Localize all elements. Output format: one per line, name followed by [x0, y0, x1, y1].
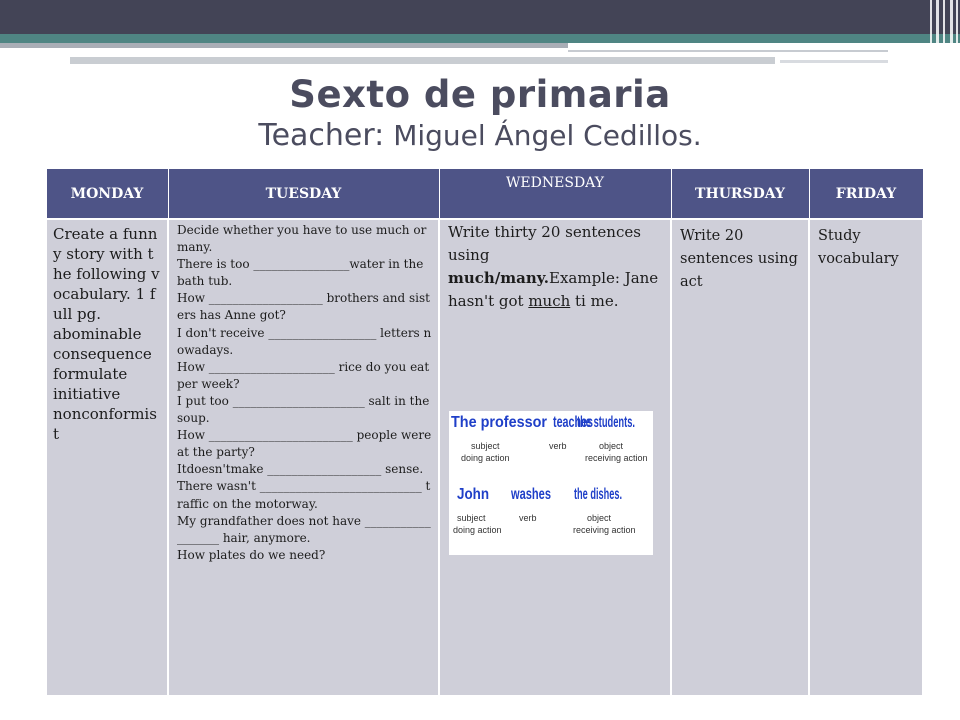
grey-rule — [70, 57, 775, 64]
wednesday-text-2: Example: Jane hasn't got — [448, 269, 659, 310]
teacher-label: Teacher: — [258, 118, 385, 153]
thin-rule — [568, 50, 888, 52]
header-friday: FRIDAY — [809, 169, 923, 220]
diagram-row1-object-note2: receiving action — [585, 453, 648, 463]
wednesday-text-bold: much/many. — [448, 269, 550, 287]
monday-text: Create a funny story with the following vocabulary. 1 full pg. abominable consequence formulate initiative nonconformist — [53, 225, 160, 443]
diagram-row1-subject-note1: subject — [471, 441, 500, 451]
diagram-row2-subject-note2: doing action — [453, 525, 502, 535]
grammar-diagram-svg — [449, 411, 653, 555]
diagram-row1-subject: The professor — [451, 414, 547, 431]
diagram-row2-object-note1: object — [587, 513, 612, 523]
top-banner — [0, 0, 960, 34]
page-title: Sexto de primaria — [289, 73, 671, 116]
diagram-row2-subject: John — [457, 486, 489, 503]
teacher-name: Miguel Ángel Cedillos. — [384, 119, 702, 152]
diagram-row2-object: the dishes. — [574, 486, 622, 503]
cell-monday — [46, 219, 168, 696]
teal-stripe — [0, 34, 960, 43]
wednesday-text-underline: much — [528, 292, 571, 310]
diagram-row1-verb: teaches — [553, 414, 594, 431]
grey-stripe — [0, 43, 568, 48]
header-wednesday: WEDNESDAY — [439, 169, 671, 220]
wednesday-text-1: Write thirty 20 sentences using — [448, 223, 641, 264]
header-thursday: THURSDAY — [671, 169, 809, 220]
diagram-row2-subject-note1: subject — [457, 513, 486, 523]
diagram-row2-verb: washes — [510, 486, 552, 503]
cell-thursday: Write 20 sentences using act — [671, 219, 809, 696]
cell-friday: Study vocabulary — [809, 219, 923, 696]
decorative-vertical-lines — [924, 0, 960, 62]
header-monday: MONDAY — [46, 169, 168, 220]
diagram-row2-object-note2: receiving action — [573, 525, 636, 535]
header-tuesday: TUESDAY — [168, 169, 439, 220]
cell-tuesday: Decide whether you have to use much or many. There is too ________________water in the bath tub. How ___________________ brothers and sisters has Anne got? I don't receive __________________ letters nowadays. How _____________________ rice do you eat per week? I put too ______________________ salt in the soup. How ________________________ people were at the party? Itdoesn'tmake ___________________ sense. There wasn't ___________________________ traffic on the motorway. My grandfather does not have __________________ hair, anymore. How plates do we need? — [168, 219, 439, 696]
diagram-row1-verb-note: verb — [549, 441, 567, 451]
diagram-row1-object-note1: object — [599, 441, 624, 451]
grammar-diagram-image — [449, 411, 653, 555]
teacher-line — [0, 118, 960, 153]
wednesday-text-3: ti me. — [570, 292, 619, 310]
diagram-row2-verb-note: verb — [519, 513, 537, 523]
diagram-row1-subject-note2: doing action — [461, 453, 510, 463]
diagram-row1-object: the students. — [577, 414, 635, 431]
grey-rule-short — [780, 60, 888, 63]
